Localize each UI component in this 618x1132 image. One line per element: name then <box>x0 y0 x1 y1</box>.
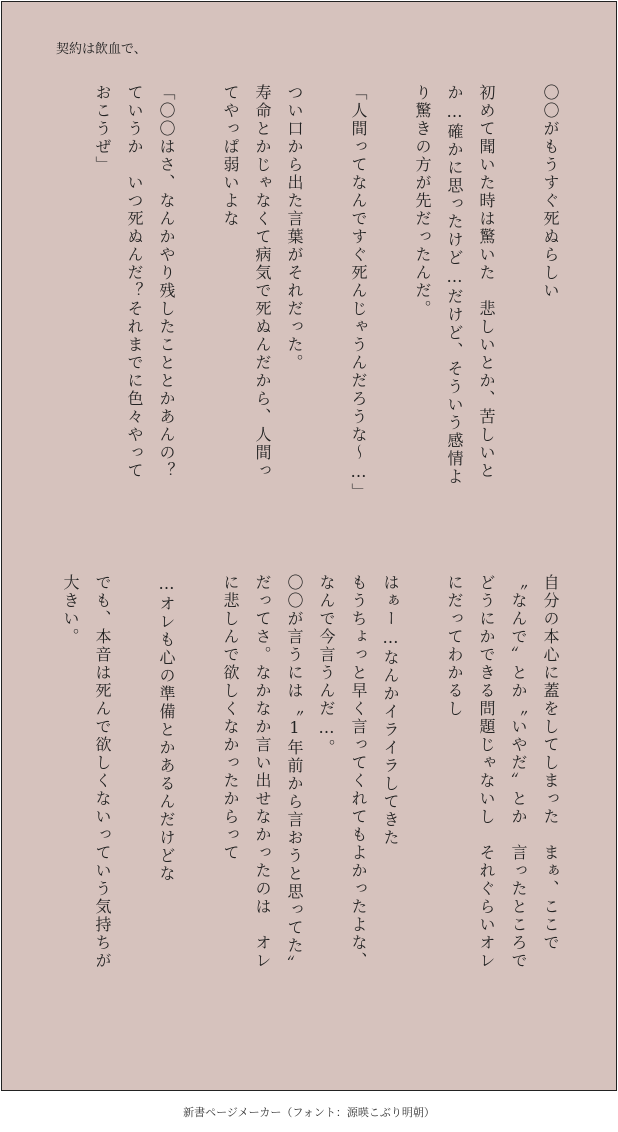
text-line: 自分の本心に蓋をしてしまった まぁ、ここで <box>541 574 560 952</box>
text-line: はぁー…なんかイライラしてきた <box>381 574 400 847</box>
text-line: 「〇〇はさ、なんかやり残したこととかあんの？ <box>157 84 176 480</box>
text-line: でも、本音は死んで欲しくないっていう気持ちが <box>93 574 112 970</box>
footer-credit: 新書ページメーカー（フォント：源暎こぶり明朝） <box>183 1106 435 1119</box>
text-line: どうにかできる問題じゃないし それぐらいオレ <box>477 574 496 970</box>
text-line: か…確かに思ったけど…だけど、そういう感情よ <box>445 84 464 486</box>
text-line: …オレも心の準備とかあるんだけどな <box>157 574 176 883</box>
text-line: てやっぱ弱いよな <box>221 84 240 228</box>
text-line: おこうぜ」 <box>93 84 112 174</box>
text-line: 寿命とかじゃなくて病気で死ぬんだから、人間っ <box>253 84 272 480</box>
text-line: 大きい。 <box>61 574 80 646</box>
text-line: 「人間ってなんですぐ死んじゃうんだろうな〜…」 <box>349 84 368 501</box>
text-line: 〇〇が言うには〝1年前から言おうと思ってた〟 <box>285 574 304 973</box>
text-line: 初めて聞いた時は驚いた 悲しいとか、苦しいと <box>477 84 496 480</box>
text-line: にだってわかるし <box>445 574 464 718</box>
text-block-upper <box>86 84 566 501</box>
text-line: 〇〇がもうすぐ死ぬらしい <box>541 84 560 300</box>
page-title: 契約は飲血で、 <box>56 42 147 57</box>
text-line: り驚きの方が先だったんだ。 <box>413 84 432 318</box>
text-line: ていうか いつ死ぬんだ？それまでに色々やって <box>125 84 144 480</box>
text-line: だってさ。なかなか言い出せなかったのは オレ <box>253 574 272 970</box>
text-block-lower <box>54 574 566 973</box>
novel-page <box>1 1 617 1091</box>
text-line: もうちょっと早く言ってくれてもよかったよな、 <box>349 574 368 970</box>
text-line: なんで今言うんだ…。 <box>317 574 336 757</box>
text-line: に悲しんで欲しくなかったからって <box>221 574 240 862</box>
text-line: 〝なんで〟とか〝いやだ〟とか 言ったところで <box>509 574 528 970</box>
text-line: つい口から出た言葉がそれだった。 <box>285 84 304 372</box>
